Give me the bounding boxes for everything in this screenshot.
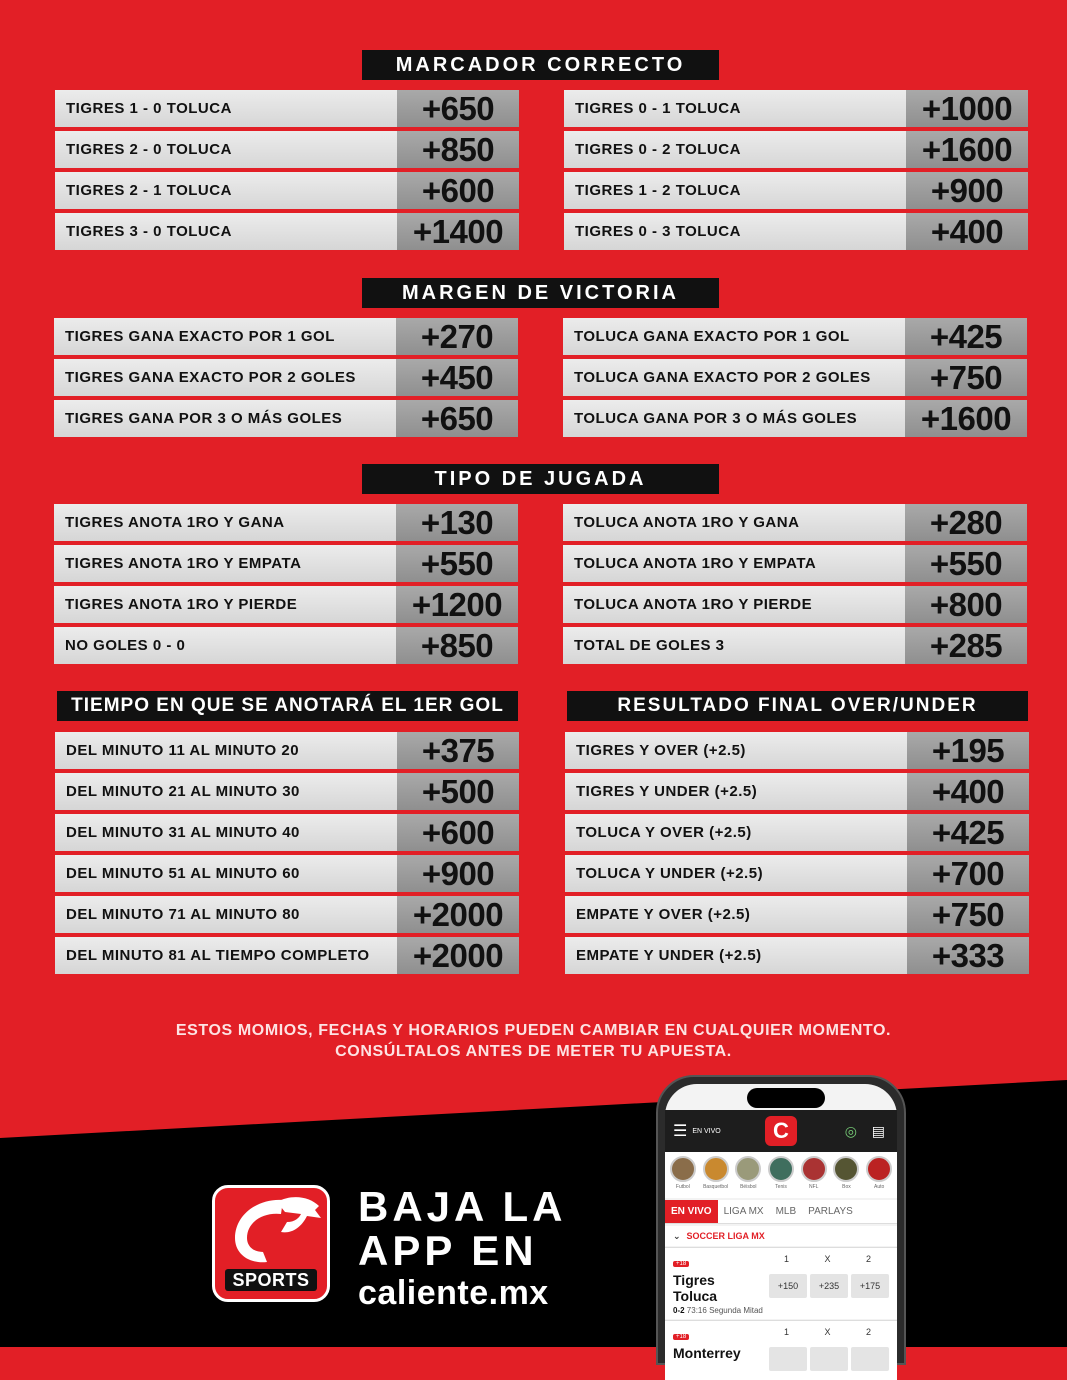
caliente-horse-c-icon [221,1188,327,1274]
odds-row[interactable] [564,90,1028,127]
phone-mockup [656,1075,906,1365]
section-title-marcador: MARCADOR CORRECTO [362,50,719,80]
odds-value: +1200 [396,586,518,623]
odds-row[interactable] [565,814,1029,851]
odds-label: EMPATE Y UNDER (+2.5) [565,937,907,974]
team-name: Tigres [673,1272,715,1288]
section-title-tiempo: TIEMPO EN QUE SE ANOTARÁ EL 1ER GOL [57,691,518,721]
odds-row[interactable] [54,318,518,355]
odds-row[interactable] [565,937,1029,974]
odds-label: TIGRES 2 - 0 TOLUCA [55,131,397,168]
odds-value: +1600 [906,131,1028,168]
section-title-margen: MARGEN DE VICTORIA [362,278,719,308]
odds-buttons [769,1347,889,1371]
match-period: Segunda Mitad [709,1306,763,1315]
sport-avatar-icon [833,1156,859,1182]
odds-row[interactable] [55,855,519,892]
odds-row[interactable] [563,627,1027,664]
odds-buttons [769,1274,889,1298]
header-away: 2 [865,1327,871,1337]
odds-value: +550 [905,545,1027,582]
odds-row[interactable] [563,318,1027,355]
match-clock: 73:16 [686,1306,707,1315]
odds-value: +650 [397,90,519,127]
age-badge: +18 [673,1261,689,1267]
user-icon[interactable]: ◎ [844,1122,857,1139]
odds-label: TIGRES 0 - 1 TOLUCA [564,90,906,127]
odds-label: TIGRES GANA EXACTO POR 2 GOLES [54,359,396,396]
odds-row[interactable] [563,545,1027,582]
price-draw-button[interactable] [810,1347,848,1371]
odds-row[interactable] [564,213,1028,250]
odds-label: TIGRES 0 - 2 TOLUCA [564,131,906,168]
odds-label: TIGRES Y UNDER (+2.5) [565,773,907,810]
tab-mlb[interactable]: MLB [775,1206,797,1217]
download-app-cta[interactable] [358,1185,566,1313]
betslip-icon[interactable]: ▤ [871,1122,885,1139]
odds-label: TIGRES 2 - 1 TOLUCA [55,172,397,209]
odds-value: +425 [905,318,1027,355]
sport-name: NFL [809,1184,819,1190]
odds-label: DEL MINUTO 31 AL MINUTO 40 [55,814,397,851]
odds-row[interactable] [55,937,519,974]
odds-label: DEL MINUTO 51 AL MINUTO 60 [55,855,397,892]
odds-label: TIGRES 1 - 0 TOLUCA [55,90,397,127]
sport-avatar-icon [866,1156,892,1182]
phone-notch [747,1088,825,1108]
odds-row[interactable] [54,627,518,664]
price-away-button[interactable]: +175 [851,1274,889,1298]
team-name: Monterrey [673,1345,741,1361]
odds-label: TIGRES 3 - 0 TOLUCA [55,213,397,250]
odds-value: +550 [396,545,518,582]
odds-row[interactable] [55,773,519,810]
odds-value: +1000 [906,90,1028,127]
odds-value: +285 [905,627,1027,664]
margen-right-list [563,318,1027,438]
header-away: 2 [865,1254,871,1264]
sport-avatar-icon [735,1156,761,1182]
sport-item[interactable] [733,1156,763,1194]
tipo-right-list [563,504,1027,664]
odds-row[interactable] [55,213,519,250]
odds-value: +2000 [397,896,519,933]
odds-value: +333 [907,937,1029,974]
logo-sports-label: SPORTS [225,1269,317,1291]
sport-item[interactable] [668,1156,698,1194]
odds-label: TOLUCA Y UNDER (+2.5) [565,855,907,892]
odds-value: +2000 [397,937,519,974]
odds-value: +450 [396,359,518,396]
header-draw: X [824,1327,831,1337]
sport-item[interactable] [799,1156,829,1194]
sport-item[interactable] [832,1156,862,1194]
odds-row[interactable] [55,172,519,209]
price-home-button[interactable] [769,1347,807,1371]
odds-value: +850 [397,131,519,168]
odds-headers [766,1254,889,1264]
sport-item[interactable] [766,1156,796,1194]
odds-row[interactable] [54,586,518,623]
odds-label: NO GOLES 0 - 0 [54,627,396,664]
phone-screen [665,1084,897,1363]
app-envivo-label: EN VIVO [692,1127,721,1135]
odds-label: TOLUCA ANOTA 1RO Y PIERDE [563,586,905,623]
league-name: SOCCER LIGA MX [686,1231,765,1241]
app-tabs [665,1200,897,1224]
margen-left-list [54,318,518,438]
odds-value: +850 [396,627,518,664]
odds-label: TIGRES GANA POR 3 O MÁS GOLES [54,400,396,437]
odds-value: +1600 [905,400,1027,437]
odds-value: +900 [397,855,519,892]
chevron-down-icon: ⌄ [673,1230,681,1241]
sport-name: Futbol [675,1184,690,1190]
odds-label: TIGRES ANOTA 1RO Y PIERDE [54,586,396,623]
odds-row[interactable] [563,504,1027,541]
odds-row[interactable] [563,359,1027,396]
odds-row[interactable] [563,586,1027,623]
price-home-button[interactable]: +150 [769,1274,807,1298]
odds-label: TOLUCA Y OVER (+2.5) [565,814,907,851]
resultado-list [565,732,1029,974]
odds-row[interactable] [55,732,519,769]
odds-label: TIGRES GANA EXACTO POR 1 GOL [54,318,396,355]
odds-value: +750 [907,896,1029,933]
sport-name: Tenis [775,1184,787,1190]
odds-value: +375 [397,732,519,769]
notice-line-2: CONSÚLTALOS ANTES DE METER TU APUESTA. [335,1043,732,1060]
odds-label: TOLUCA GANA EXACTO POR 1 GOL [563,318,905,355]
match-score [673,1306,889,1315]
odds-row[interactable] [565,773,1029,810]
odds-value: +800 [905,586,1027,623]
sport-item[interactable] [701,1156,731,1194]
odds-label: DEL MINUTO 11 AL MINUTO 20 [55,732,397,769]
score-value: 0-2 [673,1306,685,1315]
header-home: 1 [783,1254,789,1264]
odds-value: +130 [396,504,518,541]
odds-label: TOLUCA GANA EXACTO POR 2 GOLES [563,359,905,396]
marcador-right-list [564,90,1028,250]
odds-label: TIGRES 1 - 2 TOLUCA [564,172,906,209]
odds-row[interactable] [54,400,518,437]
odds-row[interactable] [54,359,518,396]
price-away-button[interactable] [851,1347,889,1371]
sport-name: Basquetbol [703,1184,729,1190]
odds-label: DEL MINUTO 71 AL MINUTO 80 [55,896,397,933]
match-card[interactable] [665,1320,897,1380]
odds-row[interactable] [564,172,1028,209]
odds-value: +1400 [397,213,519,250]
odds-value: +500 [397,773,519,810]
odds-label: TOTAL DE GOLES 3 [563,627,905,664]
odds-value: +700 [907,855,1029,892]
odds-value: +195 [907,732,1029,769]
odds-row[interactable] [55,131,519,168]
tipo-left-list [54,504,518,664]
odds-headers [766,1327,889,1337]
team-name: Toluca [673,1288,718,1304]
odds-value: +600 [397,814,519,851]
odds-value: +400 [906,213,1028,250]
odds-row[interactable] [564,131,1028,168]
match-card[interactable] [665,1247,897,1319]
odds-label: TIGRES Y OVER (+2.5) [565,732,907,769]
sport-avatar-icon [768,1156,794,1182]
sports-carousel [665,1152,897,1198]
odds-value: +900 [906,172,1028,209]
odds-value: +280 [905,504,1027,541]
odds-row[interactable] [565,855,1029,892]
cta-line-2: APP EN [358,1227,538,1274]
odds-value: +270 [396,318,518,355]
marcador-left-list [55,90,519,250]
odds-value: +750 [905,359,1027,396]
header-draw: X [824,1254,831,1264]
odds-row[interactable] [563,400,1027,437]
header-home: 1 [783,1327,789,1337]
sport-name: Box [842,1184,851,1190]
odds-value: +425 [907,814,1029,851]
notice-line-1: ESTOS MOMIOS, FECHAS Y HORARIOS PUEDEN CAMBIAR EN CUALQUIER MOMENTO. [175,1022,892,1039]
odds-row[interactable] [565,896,1029,933]
hamburger-menu-icon[interactable]: ☰ [673,1123,688,1140]
odds-value: +600 [397,172,519,209]
odds-label: TOLUCA ANOTA 1RO Y EMPATA [563,545,905,582]
disclaimer-notice [0,1020,1067,1062]
tab-liga-mx[interactable]: LIGA MX [723,1206,764,1217]
odds-label: EMPATE Y OVER (+2.5) [565,896,907,933]
section-title-resultado: RESULTADO FINAL OVER/UNDER [567,691,1028,721]
odds-label: TIGRES ANOTA 1RO Y GANA [54,504,396,541]
section-title-tipo: TIPO DE JUGADA [362,464,719,494]
cta-line-1: BAJA LA [358,1183,567,1230]
caliente-sports-logo[interactable] [212,1185,330,1302]
sport-item[interactable] [864,1156,894,1194]
tiempo-list [55,732,519,974]
odds-label: TOLUCA GANA POR 3 O MÁS GOLES [563,400,905,437]
odds-label: DEL MINUTO 81 AL TIEMPO COMPLETO [55,937,397,974]
price-draw-button[interactable]: +235 [810,1274,848,1298]
app-header [665,1110,897,1152]
odds-row[interactable] [55,896,519,933]
odds-value: +400 [907,773,1029,810]
sport-avatar-icon [801,1156,827,1182]
odds-row[interactable] [565,732,1029,769]
tab-en-vivo[interactable]: EN VIVO [665,1200,718,1223]
age-badge: +18 [673,1334,689,1340]
odds-label: TIGRES 0 - 3 TOLUCA [564,213,906,250]
odds-label: TOLUCA ANOTA 1RO Y GANA [563,504,905,541]
odds-row[interactable] [54,504,518,541]
odds-label: TIGRES ANOTA 1RO Y EMPATA [54,545,396,582]
sport-name: Béisbol [740,1184,757,1190]
sport-avatar-icon [703,1156,729,1182]
odds-row[interactable] [55,90,519,127]
odds-label: DEL MINUTO 21 AL MINUTO 30 [55,773,397,810]
cta-website[interactable]: caliente.mx [358,1274,549,1312]
league-header[interactable] [665,1226,897,1246]
odds-row[interactable] [55,814,519,851]
app-logo-icon[interactable]: C [765,1116,797,1146]
tab-parlays[interactable]: PARLAYS [808,1206,853,1217]
odds-value: +650 [396,400,518,437]
sport-name: Auto [874,1184,885,1190]
sport-avatar-icon [670,1156,696,1182]
odds-row[interactable] [54,545,518,582]
